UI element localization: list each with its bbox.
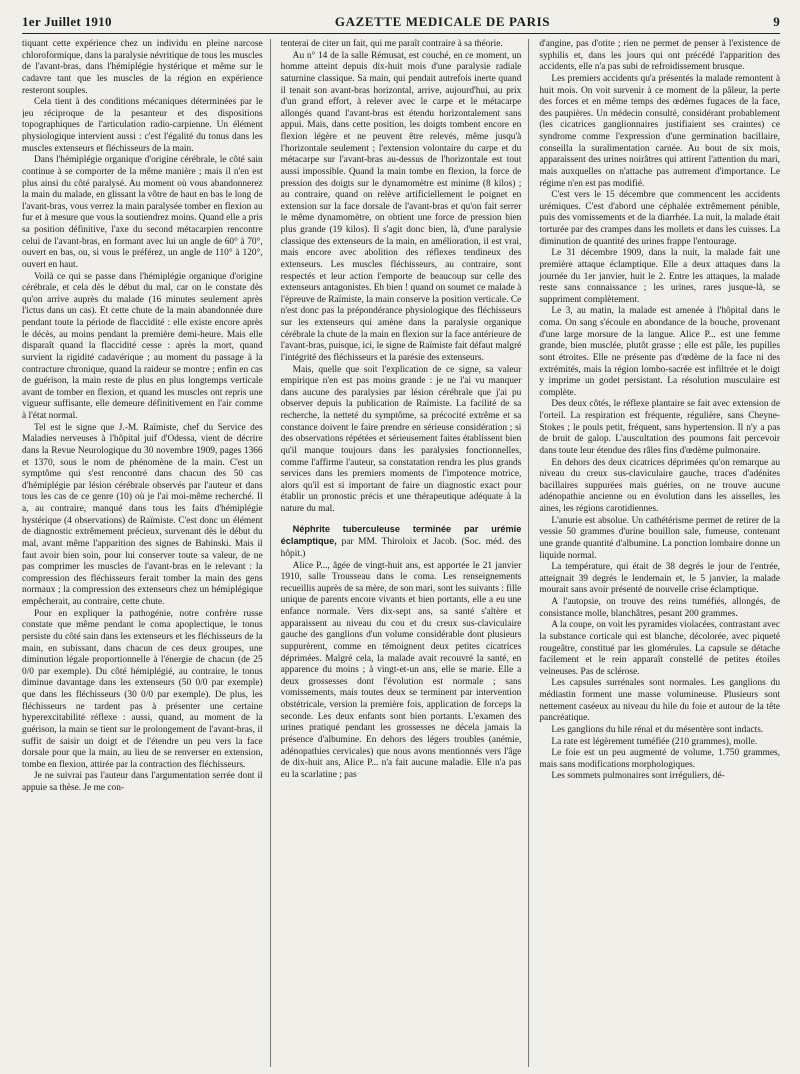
paragraph: Les premiers accidents qu'a présentés la malade remontent à huit mois. On voit survenir à ce moment de la pâleur, la perte des forces et en même temps des œdèmes fugaces de la face, des paupières. Un médecin consulté, considérant probablement (les cicatrices ganglionnaires justifiaient ses craintes) ce syndrome comme l'expression d'une germination bacillaire, conseilla la suralimentation carnée. Au bout de six mois, apparaissent des urines noirâtres qui attirent l'attention du mari, mais auxquelles on n'attache pas autrement d'importance. Le régime n'en est pas modifié.	[539, 73, 780, 189]
paragraph: Le 31 décembre 1909, dans la nuit, la malade fait une première attaque éclamptique. Elle a deux attaques dans la journée du 1er janvier, huit le 2. Entre les attaques, la malade reste sans connaissance ; les urines, rares jusque-là, se suppriment complètement.	[539, 248, 780, 305]
paragraph: Le foie est un peu augmenté de volume, 1.750 grammes, mais sans modifications morphologiques.	[539, 748, 780, 770]
paragraph: Le 3, au matin, la malade est amenée à l'hôpital dans le coma. On sang s'écoule en abondance de la bouche, provenant d'une large morsure de la langue. Alice P... est une femme grande, bien musclée, plutôt grasse ; elle est pâle, les pupilles sont étroites. Elle ne présente pas d'œdème de la face ni des extrémités, mais la région lombo-sacrée est infiltrée et le doigt y imprime un godet persistant. La résolution musculaire est complète.	[539, 306, 780, 398]
paragraph: Tel est le signe que J.-M. Raïmiste, chef du Service des Maladies nerveuses à l'hôpital juif d'Odessa, vient de décrire dans la Revue Neurologique du 30 novembre 1909, pages 1366 et 1370, sous le nom de phénomène de la main. C'est un symptôme qui s'est rencontré dans chacun des 50 cas d'hémiplégie par lésion cérébrale observés par l'auteur et dans tous les cas de ce genre (10) où je l'ai moi-même recherché. Il a, au contraire, manqué dans tous les faits d'hémiplégie hystérique (4 observations) de Raïmiste. C'est donc un élément de diagnostic extrêmement précieux, survenant dès le début du mal, avant même l'apparition des signes de Babinski. Mais il faut avoir bien soin, pour lui conserver toute sa valeur, de ne pas comprimer les muscles de l'avant-bras en le relevant : la compression des fléchisseurs ferait tomber la main des gens normaux ; la compression des extenseurs chez un hémiplégique empêcherait, au contraire, cette chute.	[22, 422, 263, 607]
paragraph: tenterai de citer un fait, qui me paraît contraire à sa théorie.	[280, 39, 503, 49]
page-number: 9	[773, 14, 780, 29]
paragraph: L'anurie est absolue. Un cathétérisme permet de retirer de la vessie 50 grammes d'urine bouillon sale, fumeuse, contenant une grande quantité d'albumine. La ponction lombaire donne un liquide normal.	[539, 515, 780, 561]
paragraph: Alice P..., âgée de vingt-huit ans, est apportée le 21 janvier 1910, salle Trousseau dans le coma. Les renseignements recueillis auprès de sa mère, de son mari, sont les suivants : fille unique de parents encore vivants et bien portants, elle a eu une enfance normale. Vers dix-sept ans, sa santé s'altère et apparaissent au niveau du cou et du creux sus-claviculaire gauche des ganglions d'un volume considérable dont plusieurs suppurèrent, comme en témoignent deux petites cicatrices déprimées. Malgré cela, la malade avait recouvré la santé, en apparence du moins ; à vingt-et-un ans, elle se marie. Elle a deux grossesses dont l'évolution est normale ; sans vomissements, mais toutes deux se terminent par intervention obstétricale, version la première fois, application de forceps la seconde. Les deux enfants sont bien portants. L'examen des urines pratiqué pendant les grossesses ne décela jamais la présence d'albumine. En dehors des légers troubles (anémie, adénopathies cervicales) que nous avons mentionnés vers l'âge de dix-huit ans, Alice P... n'a fait aucune maladie. Elle n'a pas eu la scarlatine ; pas	[280, 560, 522, 780]
paragraph: Les sommets pulmonaires sont irréguliers, dé-	[551, 771, 725, 782]
column-2	[281, 39, 530, 1067]
paragraph: Les ganglions du hile rénal et du mésentère sont indacts.	[551, 724, 764, 735]
paragraph: A l'autopsie, on trouve des reins tuméfiés, allongés, de consistance molle, blanchâtres, pesant 200 grammes.	[539, 597, 780, 619]
paragraph: Les capsules surrénales sont normales. Les ganglions du médiastin forment une masse volumineuse. Plusieurs sont nettement caséeux au niveau du hile du foie et autour de la tête pancréatique.	[539, 678, 780, 724]
paragraph: A la coupe, on voit les pyramides violacées, contrastant avec la substance corticale qui est blanche, décolorée, avec piqueté rougeâtre, constitué par les glomérules. La capsule se détache facilement et le rein apparaît constellé de petites étoiles veineuses. Pas de sclérose.	[539, 620, 780, 677]
article-heading	[281, 524, 522, 561]
paragraph: Mais, quelle que soit l'explication de ce signe, sa valeur empirique n'en est pas moins grande : je ne l'ai vu manquer dans aucune des paralysies par lésion cérébrale que j'ai pu observer depuis la publication de Raïmiste. La facilité de sa recherche, la netteté du symptôme, sa précocité extrême et sa constance doivent le faire prendre en sérieuse considération ; si des observations répétées et sérieusement faites établissent bien qu'il manque toujours dans les paralysies fonctionnelles, comme l'affirme l'auteur, sa constatation rendra les plus grands services dans les premiers moments de l'impotence motrice, alors qu'il est si important de faire un diagnostic exact pour établir un pronostic précis et une thérapeutique adéquate à la nature du mal.	[280, 364, 522, 514]
paragraph: En dehors des deux cicatrices déprimées qu'on remarque au niveau du creux sus-claviculaire gauche, traces d'adénites bacillaires suppurées mais guéries, on ne trouve aucune adénopathie ancienne ou en évolution dans les aisselles, les aines, les régions carotidiennes.	[539, 457, 780, 514]
running-header	[22, 14, 780, 34]
article-title: Néphrite tuberculeuse terminée par urémie éclamptique,	[280, 523, 522, 547]
paragraph: Dans l'hémiplégie organique d'origine cérébrale, le côté sain continue à se comporter de la même manière ; mais il n'en est plus ainsi du côté paralysé. Au moment où vous abandonnerez la main du malade, en glissant la vôtre de haut en bas le long de l'avant-bras, vous verrez la main paralysée tomber en flexion au fur et à mesure que vous la soutiendrez moins. Quand elle a pris sa position définitive, l'axe du second métacarpien rencontre celui de l'avant-bras, en formant avec lui un angle de 60° à 70°, ouvert en bas, ou, si vous le préférez, un angle de 110° à 120°, ouvert en haut.	[22, 155, 263, 270]
paragraph: Au n° 14 de la salle Rémusat, est couché, en ce moment, un homme atteint depuis dix-huit mois d'une paralysie radiale saturnine classique. Sa main, qui pendait autrefois inerte quand il tenait son avant-bras horizontal, arrive, aujourd'hui, au prix d'un grand effort, à relever avec le carpe et le métacarpe allongés quand l'avant-bras est étendu horizontalement sans appui. Mais, dans cette position, les doigts tombent encore en flexion légère et ne peuvent être relevés, même jusqu'à l'horizontale seulement ; l'extension volontaire du carpe et du métacarpe sur l'avant-bras au-dessus de l'horizontale est tout aussi impossible. Quand la main tombe en flexion, la force de pression des doigts sur le dynamomètre est minime (8 kilos) ; au contraire, quand on relève artificiellement le poignet en extension sur la face dorsale de l'avant-bras et qu'on fait serrer le même dynamomètre, on obtient une force de pression bien plus grande (19 kilos). Il s'agit donc bien, là, d'une paralysie classique des extenseurs de la main, en amélioration, il est vrai, mais encore avec abolition des réflexes tendineux des extenseurs. Les muscles fléchisseurs, au contraire, sont respectés et leur action l'emporte de beaucoup sur celle des extenseurs antagonistes. Eh bien ! quand on soumet ce malade à l'épreuve de Raïmiste, la main conserve la position verticale. Ce n'est donc pas la prépondérance physiologique des fléchisseurs sur les extenseurs qui amène dans la paralysie organique cérébrale la chute de la main en flexion sur la face antérieure de l'avant-bras, puisque, ici, le signe de Raïmiste fait défaut malgré l'intégrité des fléchisseurs et la parésie des extenseurs.	[280, 50, 522, 363]
column-3	[539, 39, 780, 1067]
text-columns	[22, 39, 780, 1067]
paragraph: La rate est légèrement tuméfiée (210 grammes), molle.	[551, 736, 758, 747]
issue-date: 1er Juillet 1910	[22, 14, 112, 29]
paragraph: C'est vers le 15 décembre que commencent les accidents urémiques. C'est d'abord une céphalée extrêmement pénible, puis des vomissements et de la diarrhée. La nuit, la malade était torturée par des crampes dans les mollets et dans les cuisses. La diminution de quantité des urines frappe l'entourage.	[539, 190, 780, 247]
paragraph: Je ne suivrai pas l'auteur dans l'argumentation serrée dont il appuie sa thèse. Je me con-	[22, 771, 263, 793]
paragraph: Pour en expliquer la pathogénie, notre confrère russe constate que même pendant le coma apoplectique, le tonus persiste du côté sain dans les extenseurs et les fléchisseurs de la main, en subissant, dans chacun de ces deux groupes, une diminution légale proportionnelle à l'énergie de chacun (de 25 0/0 par exemple). Du côté hémiplégié, au contraire, le tonus diminue davantage dans les extenseurs (50 0/0 par exemple) que dans les fléchisseurs (30 0/0 par exemple). De plus, les fléchisseurs ne tardent pas à présenter une certaine hyperexcitabilité réflexe : aussi, quand, au moment de la guérison, la main se tient sur le prolongement de l'avant-bras, il suffit de saisir un doigt et de l'étendre un peu vers la face dorsale pour que la main, au lieu de se renverser en extension, tombe en flexion, attirée par la contraction des fléchisseurs.	[22, 608, 263, 770]
paragraph: d'angine, pas d'otite ; rien ne permet de penser à l'existence de syphilis et, dans les jours qui ont précédé l'apparition des accidents, elle n'a pas subi de refroidissement brusque.	[539, 39, 780, 73]
paragraph: Cela tient à des conditions mécaniques déterminées par le jeu réciproque de la pesanteur et des dispositions topographiques de l'articulation radio-carpienne. Un élément physiologique intervient aussi : c'est l'égalité du tonus dans les muscles extenseurs et fléchisseurs de la main.	[22, 97, 263, 154]
paragraph: Des deux côtés, le réflexe plantaire se fait avec extension de l'orteil. La respiration est fréquente, régulière, sans Cheyne-Stokes ; le pouls petit, fréquent, sans hypertension. Il n'y a pas de bruit de galop. L'auscultation des poumons fait percevoir dans toute leur étendue des râles fins d'œdème pulmonaire.	[539, 399, 780, 456]
paragraph: Voilà ce qui se passe dans l'hémiplégie organique d'origine cérébrale, et cela dès le début du mal, car on le constate dès qu'on arrive auprès du malade (16 minutes seulement après l'ictus dans un cas). Et cette chute de la main abandonnée dure pendant toute la période de flaccidité : elle existe encore après le décès, au moins pendant la première demi-heure. Mais elle disparaît quand la flaccidité cesse : après la mort, quand survient la rigidité cadavérique ; au moment du passage à la contracture chronique, quand la raideur se montre ; enfin en cas de guérison, la main reste de plus en plus longtemps verticale avant de tomber en flexion, et quand les muscles ont repris une vigueur suffisante, elle demeure définitivement en l'air comme à l'état normal.	[22, 271, 263, 421]
column-1	[22, 39, 271, 1067]
article-byline: par MM. Thiroloix et Jacob. (Soc. méd. des hôpit.)	[280, 537, 522, 559]
paragraph: La température, qui était de 38 degrés le jour de l'entrée, atteignait 39 degrés le lendemain et, le 5 janvier, la malade mourait sans avoir présenté de nouvelle crise éclamptique.	[539, 562, 780, 596]
journal-title: GAZETTE MEDICALE DE PARIS	[334, 14, 551, 29]
paragraph: tiquant cette expérience chez un individu en pleine narcose chloroformique, dans la paralysie névritique de tous les muscles de l'avant-bras, dans l'hémiplégie hystérique et même sur le cadavre tant que les muscles de la région en expérience resteront souples.	[22, 39, 263, 96]
